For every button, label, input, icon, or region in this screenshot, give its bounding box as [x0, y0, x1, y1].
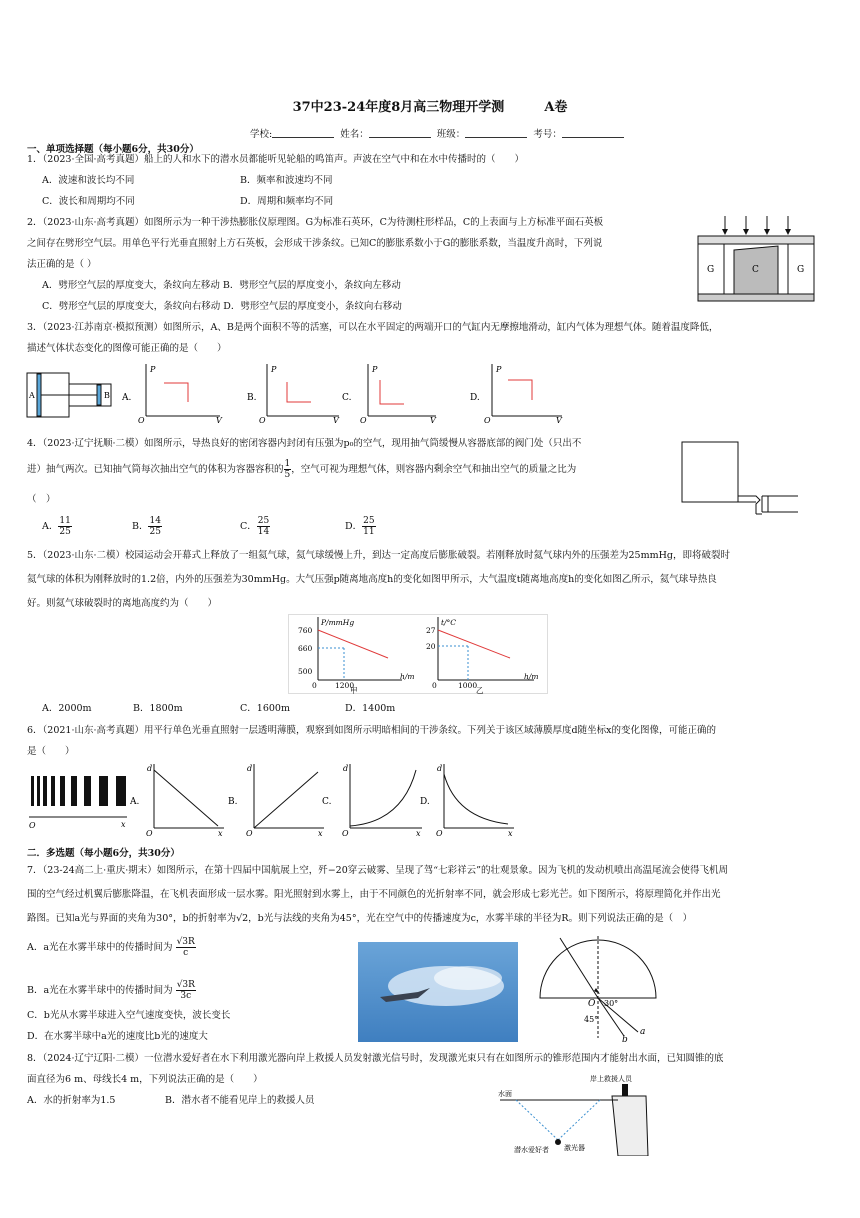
svg-text:a: a — [640, 1027, 646, 1037]
section-multiple-choice: 二．多选题（每小题6分，共30分） — [27, 848, 180, 859]
svg-text:d: d — [343, 764, 349, 773]
question-2-stem-line2: 之间存在劈形空气层。用单色平行光垂直照射上方石英板，会形成干涉条纹。已知C的膨胀系数小于G的膨胀系数，当温度升高时，下列说 — [27, 238, 603, 249]
school-label: 学校: — [250, 129, 273, 140]
svg-text:30°: 30° — [604, 999, 619, 1008]
q5-option-a: A．2000m — [42, 703, 92, 714]
class-label: 班级： — [436, 129, 466, 140]
school-blank — [272, 128, 334, 138]
interference-fringes-figure — [27, 770, 131, 830]
svg-text:x: x — [416, 829, 421, 838]
svg-text:O: O — [360, 416, 367, 425]
svg-text:760: 760 — [298, 626, 313, 635]
svg-text:P: P — [496, 365, 502, 374]
question-2-stem-line3: 法正确的是（ ） — [27, 259, 97, 270]
svg-text:D.: D. — [420, 797, 430, 807]
q2-options-cd: C．劈形空气层的厚度变大，条纹向右移动 D．劈形空气层的厚度变小，条纹向右移动 — [42, 301, 402, 312]
cylinder-piston-diagram — [25, 367, 120, 423]
svg-text:h/m: h/m — [524, 672, 539, 681]
svg-text:C.: C. — [342, 393, 352, 403]
q1-option-a: A．波速和波长均不同 — [42, 175, 135, 186]
svg-text:500: 500 — [298, 667, 313, 676]
svg-text:x: x — [318, 829, 323, 838]
q5-option-b: B．1800m — [133, 703, 183, 714]
svg-text:A.: A. — [130, 797, 140, 807]
q6-graph-d — [420, 760, 520, 838]
svg-text:P/mmHg: P/mmHg — [321, 618, 355, 627]
question-6-stem-line2: 是（ ） — [27, 746, 75, 757]
q8-option-a: A．水的折射率为1.5 — [27, 1095, 116, 1106]
page-title: 37中23-24年度8月高三物理开学测 A卷 — [292, 100, 568, 115]
light-refraction-diagram — [536, 932, 660, 1042]
svg-text:x: x — [121, 820, 126, 829]
question-5-stem-line3: 好。则氦气球破裂时的离地高度约为（ ） — [27, 598, 218, 609]
q1-option-b: B．频率和波速均不同 — [240, 175, 333, 186]
question-5-stem-line2: 氦气球的体积为刚释放时的1.2倍，内外的压强差为30mmHg。大气压强p随离地高度h的变化如图甲所示，大气温度t随离地高度h的变化如图乙所示，氦气球导热良 — [27, 574, 717, 585]
q6-graph-b — [228, 760, 328, 838]
question-3-stem-line2: 描述气体状态变化的图像可能正确的是（ ） — [27, 343, 227, 354]
svg-text:660: 660 — [298, 644, 313, 653]
q2-options-ab: A．劈形空气层的厚度变大，条纹向左移动 B．劈形空气层的厚度变小，条纹向左移动 — [42, 280, 401, 291]
svg-text:27: 27 — [426, 626, 436, 635]
svg-text:V: V — [216, 416, 222, 425]
svg-text:20: 20 — [426, 642, 436, 651]
class-blank — [465, 128, 527, 138]
svg-text:d: d — [247, 764, 253, 773]
exam-number-blank — [562, 128, 624, 138]
question-8-stem-line1: 8．（2024·辽宁辽阳·二模）一位潜水爱好者在水下利用激光器向岸上救援人员发射激光信号时，发现激光束只有在如图所示的锥形范围内才能射出水面，已知圆锥的底 — [27, 1053, 724, 1064]
q3-graph-b — [245, 360, 345, 426]
svg-text:P: P — [271, 365, 277, 374]
q5-option-d: D．1400m — [345, 703, 396, 714]
svg-text:激光器: 激光器 — [564, 1144, 585, 1152]
svg-text:x: x — [508, 829, 513, 838]
q4-option-a: A． $\frac{11}{25}$ — [42, 516, 71, 537]
svg-text:d: d — [147, 764, 153, 773]
q4-option-d: D． $\frac{25}{11}$ — [345, 516, 375, 537]
diver-laser-diagram — [486, 1072, 656, 1156]
section-single-choice: 一、单项选择题（每小题6分，共30分） — [27, 144, 199, 155]
svg-text:0: 0 — [432, 681, 437, 690]
svg-text:O: O — [436, 829, 443, 838]
interference-dilatometer-diagram — [696, 212, 818, 302]
svg-text:潜水爱好者: 潜水爱好者 — [514, 1146, 549, 1154]
q7-option-a: A．a光在水雾半球中的传播时间为 $\frac{√3R}{c}$ — [27, 937, 195, 958]
j20-fighter-photo — [358, 942, 518, 1042]
svg-text:A.: A. — [122, 393, 132, 403]
svg-text:水面: 水面 — [498, 1090, 512, 1098]
name-blank — [369, 128, 431, 138]
question-7-stem-line2: 围的空气经过机翼后膨胀降温，在飞机表面形成一层水雾。阳光照射到水雾上，由于不同颜色的光折射率不同，就会形成七彩光芒。如下图所示，将原理简化并作出光 — [27, 889, 721, 900]
svg-text:岸上救援人员: 岸上救援人员 — [590, 1075, 632, 1083]
question-2-stem-line1: 2．（2023·山东·高考真题）如图所示为一种干涉热膨胀仪原理图。G为标准石英环，C为待测柱形样品，C的上表面与上方标准平面石英板 — [27, 217, 604, 228]
piston-a-label: A — [29, 391, 35, 400]
svg-text:O: O — [259, 416, 266, 425]
q4-fraction-one-fifth: $\frac{1}{5}$ — [284, 459, 291, 480]
svg-text:P: P — [372, 365, 378, 374]
svg-text:B.: B. — [247, 393, 257, 403]
q1-option-d: D．周期和频率均不同 — [240, 196, 334, 207]
g-ring-right-label: G — [797, 265, 805, 275]
svg-text:0: 0 — [312, 681, 317, 690]
q1-option-c: C．波长和周期均不同 — [42, 196, 135, 207]
question-1-stem: 1．（2023·全国·高考真题）船上的人和水下的潜水员都能听见轮船的鸣笛声。声波在空气中和在水中传播时的（ ） — [27, 154, 525, 165]
svg-text:V: V — [333, 416, 339, 425]
svg-text:D.: D. — [470, 393, 480, 403]
q5-option-c: C．1600m — [240, 703, 290, 714]
svg-text:1200: 1200 — [335, 681, 355, 690]
svg-text:V: V — [556, 416, 562, 425]
svg-text:B.: B. — [228, 797, 238, 807]
svg-text:1000: 1000 — [458, 681, 478, 690]
c-sample-label: C — [752, 265, 759, 275]
svg-text:O: O — [484, 416, 491, 425]
svg-text:C.: C. — [322, 797, 332, 807]
question-7-stem-line1: 7．（23-24高二上·重庆·期末）如图所示，在第十四届中国航展上空，歼−20穿云破雾、呈现了驾“七彩祥云”的壮观景象。因为飞机的发动机喷出高温尾流会使得飞机周 — [27, 865, 728, 876]
exam-number-label: 考号： — [533, 129, 562, 140]
svg-text:x: x — [218, 829, 223, 838]
q4-option-c: C． $\frac{25}{14}$ — [240, 516, 270, 537]
q3-graph-a — [120, 360, 230, 426]
question-7-stem-line3: 路图。已知a光与界面的夹角为30°，b的折射率为√2，b光与法线的夹角为45°，光在空气中的传播速度为c，水雾半球的半径为R。则下列说法正确的是（ ） — [27, 913, 693, 924]
student-info-row — [250, 126, 627, 140]
question-8-stem-line2: 面直径为6 m、母线长4 m，下列说法正确的是（ ） — [27, 1074, 263, 1085]
svg-text:O: O — [246, 829, 253, 838]
q6-graph-c — [322, 760, 426, 838]
svg-text:乙: 乙 — [476, 686, 484, 694]
sealed-container-diagram — [678, 440, 804, 520]
q7-option-b: B．a光在水雾半球中的传播时间为 $\frac{√3R}{3c}$ — [27, 980, 195, 1001]
piston-b-label: B — [104, 391, 110, 400]
q3-graph-d — [468, 360, 568, 426]
atmosphere-graphs — [288, 614, 548, 694]
svg-text:h/m: h/m — [400, 672, 415, 681]
q8-option-b: B．潜水者不能看见岸上的救援人员 — [165, 1095, 315, 1106]
svg-text:V: V — [430, 416, 436, 425]
svg-text:O: O — [588, 999, 596, 1009]
svg-text:O: O — [138, 416, 145, 425]
q6-graph-a — [130, 760, 230, 838]
name-label: 姓名： — [340, 129, 369, 140]
g-ring-left-label: G — [707, 265, 715, 275]
svg-text:甲: 甲 — [350, 686, 358, 694]
svg-text:d: d — [437, 764, 443, 773]
q7-option-c: C．b光从水雾半球进入空气速度变快，波长变长 — [27, 1010, 231, 1021]
temperature-vs-height-graph — [426, 617, 538, 694]
q4-option-b: B． $\frac{14}{25}$ — [132, 516, 161, 537]
question-5-stem-line1: 5．（2023·山东·二模）校园运动会开幕式上释放了一组氦气球，氦气球缓慢上升，到达一定高度后膨胀破裂。若刚释放时氦气球内外的压强差为25mmHg，即将破裂时 — [27, 550, 730, 561]
question-4-stem-line3: （ ） — [27, 494, 56, 505]
q3-graph-c — [340, 360, 440, 426]
svg-text:t/°C: t/°C — [441, 618, 457, 627]
question-6-stem-line1: 6．（2021·山东·高考真题）用平行单色光垂直照射一层透明薄膜，观察到如图所示明暗相间的干涉条纹。下列关于该区域薄膜厚度d随坐标x的变化图像，可能正确的 — [27, 725, 716, 736]
svg-text:O: O — [29, 821, 36, 830]
svg-text:O: O — [146, 829, 153, 838]
question-3-stem-line1: 3．（2023·江苏南京·模拟预测）如图所示，A、B是两个面积不等的活塞，可以在水平固定的两端开口的气缸内无摩擦地滑动，缸内气体为理想气体。随着温度降低， — [27, 322, 719, 333]
svg-text:O: O — [342, 829, 349, 838]
svg-text:45°: 45° — [584, 1015, 599, 1024]
svg-text:b: b — [622, 1035, 628, 1042]
question-4-stem-line2: 进）抽气两次。已知抽气筒每次抽出空气的体积为容器容积的 $\frac{1}{5}$ ，空气可视为理想气体，则容器内剩余空气和抽出空气的质量之比为 — [27, 459, 577, 480]
q7-option-d: D．在水雾半球中a光的速度比b光的速度大 — [27, 1031, 208, 1042]
pressure-vs-height-graph — [298, 617, 414, 694]
question-4-stem-line1: 4．（2023·辽宁抚顺·二模）如图所示，导热良好的密闭容器内封闭有压强为p₀的空气，现用抽气筒缓慢从容器底部的阀门处（只出不 — [27, 438, 582, 449]
svg-text:P: P — [150, 365, 156, 374]
